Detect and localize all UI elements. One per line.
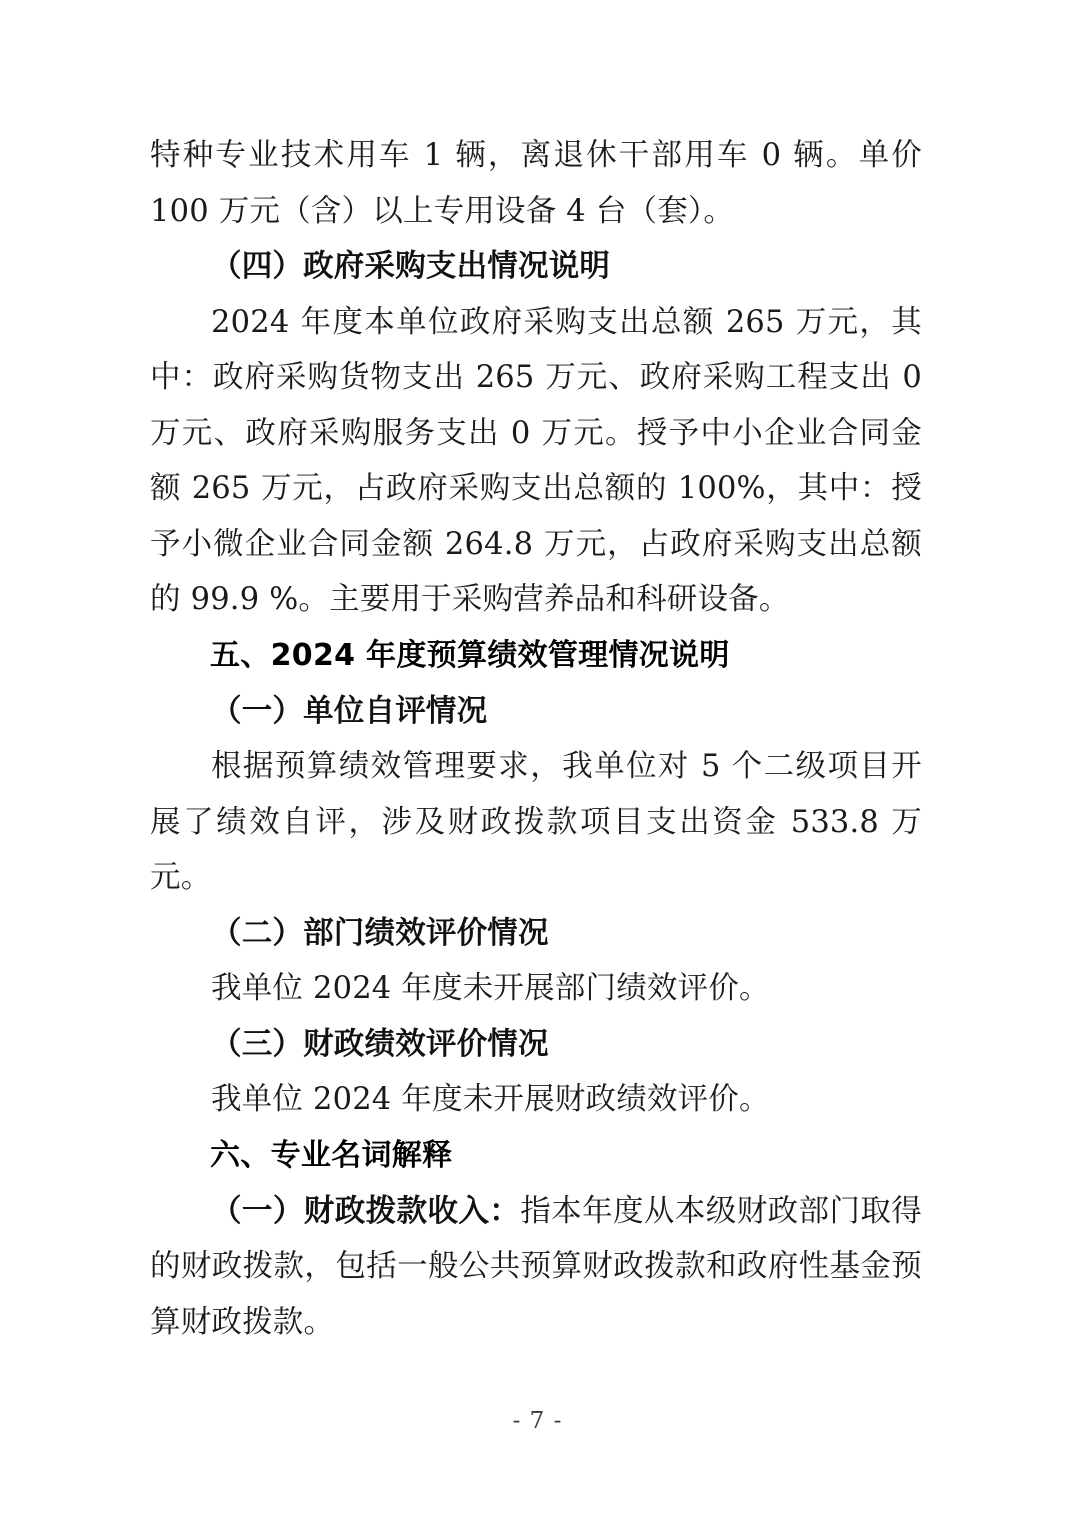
glossary-definition: 指本年度从本级财政部门取得的财政拨款，包括一般公共预算财政拨款和政府性基金预算财政拨款。 <box>150 1193 923 1340</box>
subheading-fiscal-performance-evaluation: （三）财政绩效评价情况 <box>211 1025 549 1062</box>
subheading-procurement-expenditure: （四）政府采购支出情况说明 <box>211 248 611 284</box>
glossary-term: （一）财政拨款收入： <box>211 1192 521 1229</box>
paragraph-procurement-detail: 2024 年度本单位政府采购支出总额 265 万元，其中：政府采购货物支出 265 万元、政府采购工程支出 0 万元、政府采购服务支出 0 万元。授予中小企业合同金额 265 万元，占政府采购支出总额的 100%，其中：授予小微企业合同金额 264.8 万元，占政府采购支出总额的 99.9 %。主要用于采购营养品和科研设备。 <box>150 304 922 617</box>
section-heading-terminology: 六、专业名词解释 <box>210 1137 453 1173</box>
section-heading-budget-performance: 五、2024 年度预算绩效管理情况说明 <box>210 637 730 673</box>
subheading-unit-self-evaluation: （一）单位自评情况 <box>211 692 488 729</box>
paragraph-vehicle-equipment: 特种专业技术用车 1 辆，离退休干部用车 0 辆。单价 100 万元（含）以上专用设备 4 台（套）。 <box>150 138 922 229</box>
subheading-department-performance-evaluation: （二）部门绩效评价情况 <box>211 914 549 951</box>
paragraph-department-evaluation-detail: 我单位 2024 年度未开展部门绩效评价。 <box>211 971 770 1006</box>
paragraph-fiscal-evaluation-detail: 我单位 2024 年度未开展财政绩效评价。 <box>211 1082 770 1117</box>
glossary-entry-fiscal-appropriation <box>150 1184 922 1351</box>
page-number: - 7 - <box>512 1408 563 1434</box>
document-body <box>150 128 922 1350</box>
paragraph-self-evaluation-detail: 根据预算绩效管理要求，我单位对 5 个二级项目开展了绩效自评，涉及财政拨款项目支出资金 533.8 万元。 <box>150 749 923 895</box>
